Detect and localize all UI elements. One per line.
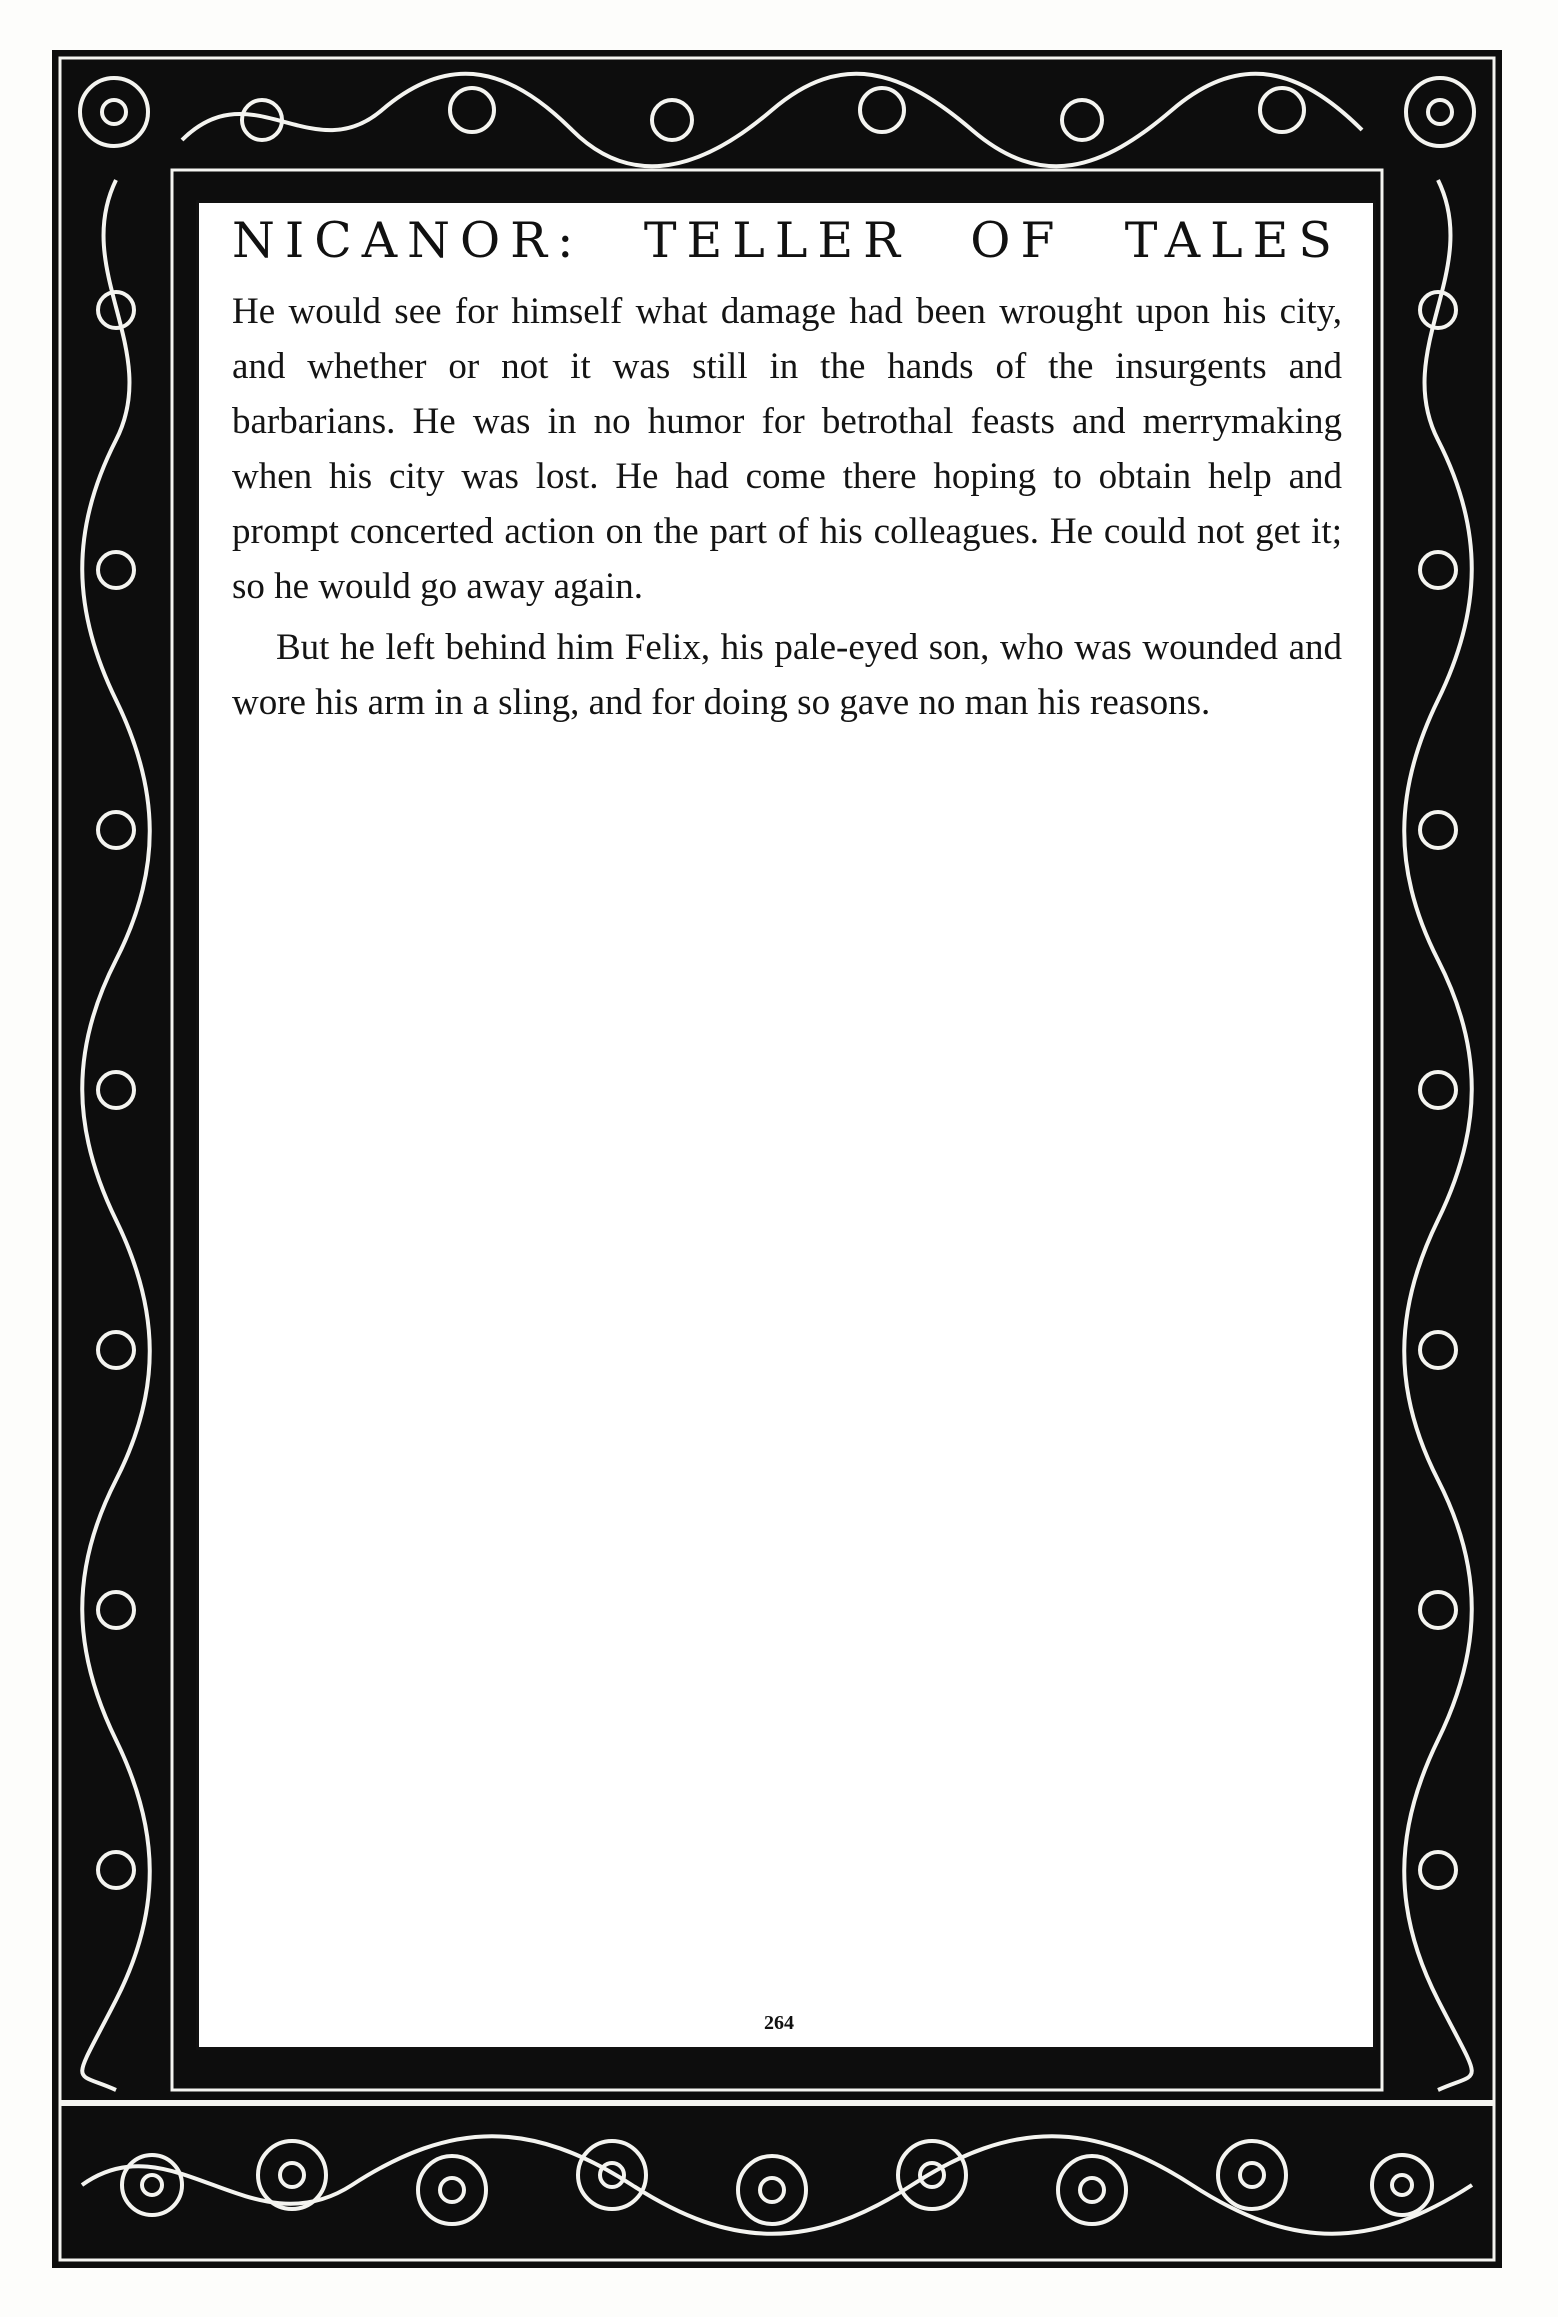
running-head: NICANOR: TELLER OF TALES [232, 212, 1342, 269]
left-vine-ornament [82, 180, 150, 2090]
paragraph: But he left behind him Felix, his pale-eyed son, who was wounded and wore his arm in a sling, and for doing so gave no man his reasons. [232, 627, 1342, 723]
right-vine-ornament [1404, 180, 1472, 2090]
top-scroll-ornament [182, 74, 1362, 166]
body-text [232, 284, 1342, 730]
page-number: 264 [764, 2012, 794, 2034]
corner-rosette-icon [80, 78, 1474, 146]
paragraph: He would see for himself what damage had been wrought upon his city, and whether or not it was still in the hands of the insurgents and barbarians. He was in no humor for betrothal feasts and merrymaking when his city was lost. He had come there hoping to obtain help and prompt concerted action on the part of his colleagues. He could not get it; so he would go away again. [232, 291, 1342, 607]
bottom-flower-ornament [82, 2136, 1472, 2234]
